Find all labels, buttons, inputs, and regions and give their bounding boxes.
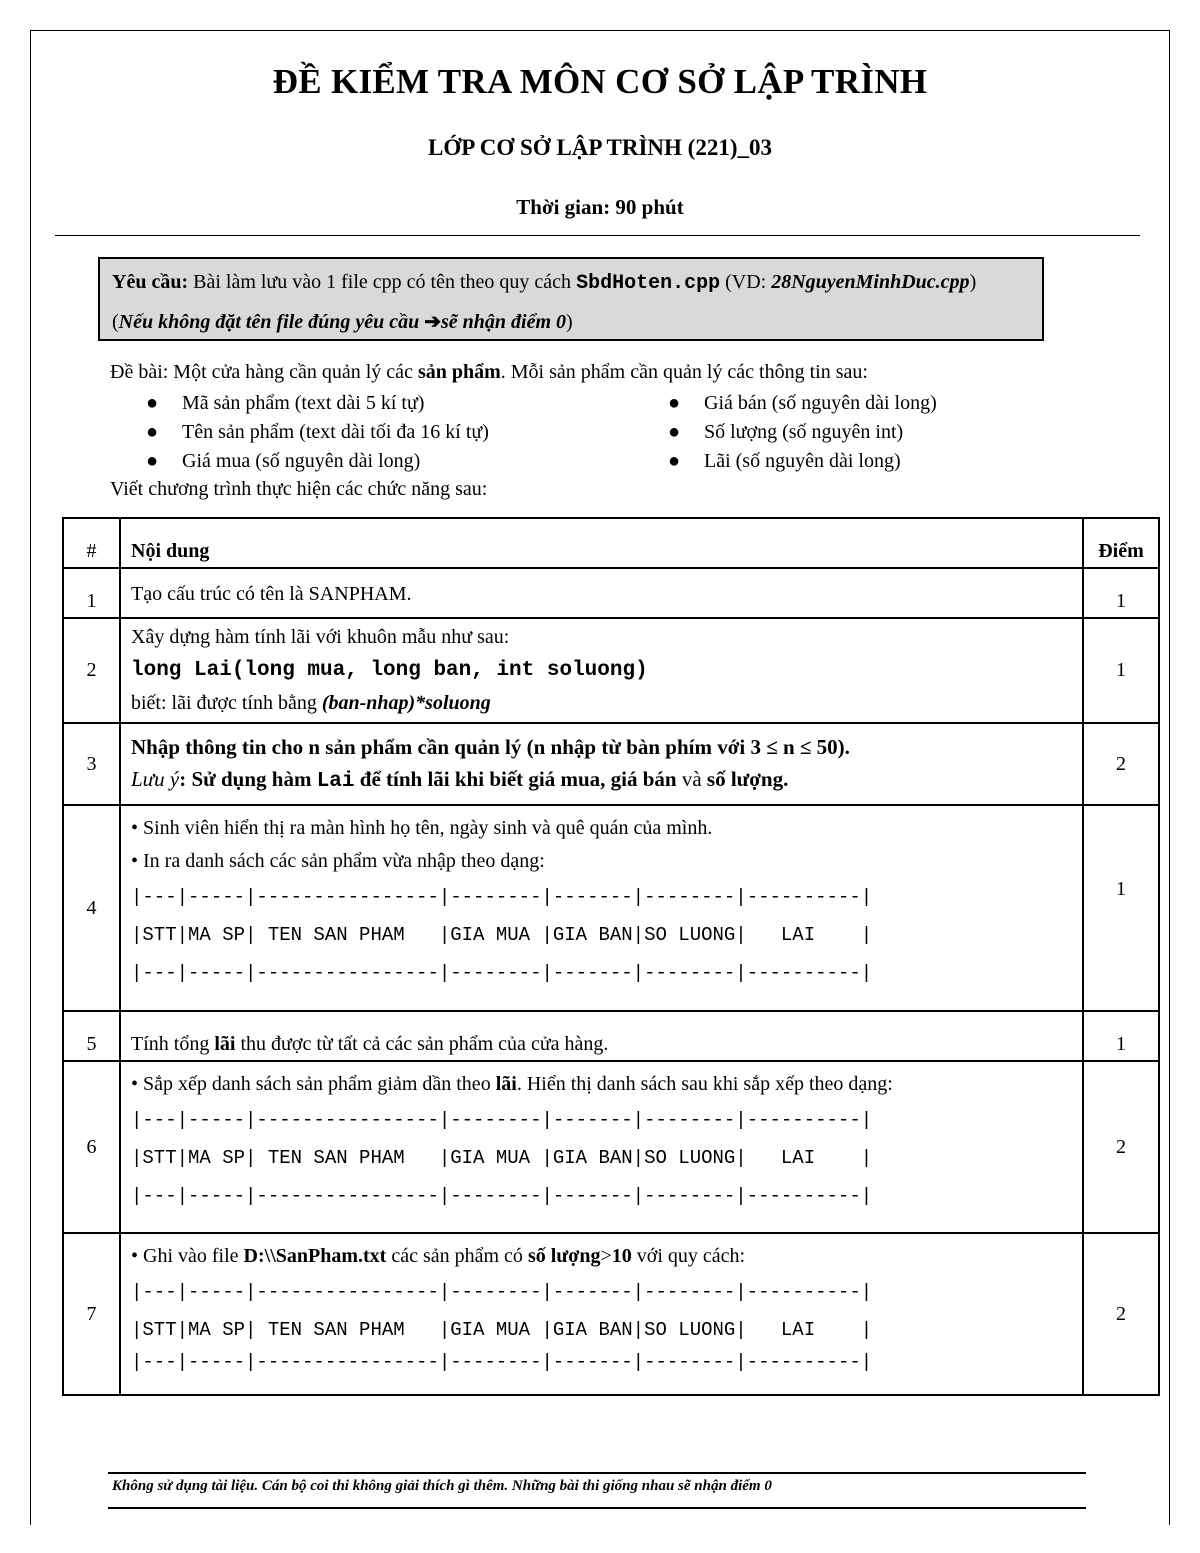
list-item: ● Giá bán (số nguyên dài long)	[668, 392, 937, 414]
exam-time: Thời gian: 90 phút	[516, 195, 684, 219]
format-separator: |---|-----|----------------|--------|-------|--------|----------|	[131, 1185, 873, 1207]
format-separator: |---|-----|----------------|--------|-------|--------|----------|	[131, 1351, 873, 1373]
table-row	[63, 1011, 1159, 1061]
list-item: ● Tên sản phẩm (text dài tối đa 16 kí tự)	[146, 421, 489, 443]
row-content: Tạo cấu trúc có tên là SANPHAM.	[120, 568, 1083, 618]
format-header: |STT|MA SP| TEN SAN PHAM |GIA MUA |GIA BAN|SO LUONG| LAI |	[131, 1147, 873, 1169]
list-item: ● Giá mua (số nguyên dài long)	[146, 450, 421, 472]
example-prefix: (VD:	[720, 271, 772, 293]
row-num: 6	[63, 1061, 120, 1233]
format-header: |STT|MA SP| TEN SAN PHAM |GIA MUA |GIA BAN|SO LUONG| LAI |	[131, 924, 873, 946]
header-points: Điểm	[1083, 518, 1159, 568]
requirement-text: Bài làm lưu vào 1 file cpp có tên theo quy cách	[188, 271, 577, 293]
header-num: #	[63, 518, 120, 568]
header-content: Nội dung	[120, 518, 1083, 568]
format-separator: |---|-----|----------------|--------|-------|--------|----------|	[131, 1281, 873, 1303]
row-num: 2	[63, 618, 120, 723]
row-num: 1	[63, 568, 120, 618]
row-points: 2	[1083, 1233, 1159, 1395]
requirement-label: Yêu cầu:	[112, 271, 189, 293]
row-content: • Sắp xếp danh sách sản phẩm giảm dần theo lãi. Hiển thị danh sách sau khi sắp xếp theo dạng: |---|-----|----------------|--------|-------|--------|----------| |STT|MA SP| TEN SAN PHAM |GIA MUA |GIA BAN|SO LUONG| LAI | |---|-----|----------------|--------|-------|--------|----------|	[120, 1061, 1083, 1233]
warning-text: Nếu không đặt tên file đúng yêu cầu	[118, 311, 425, 333]
row-points: 1	[1083, 1011, 1159, 1061]
task-table	[62, 517, 1160, 1396]
row-num: 3	[63, 723, 120, 805]
table-row	[63, 568, 1159, 618]
format-header: |STT|MA SP| TEN SAN PHAM |GIA MUA |GIA BAN|SO LUONG| LAI |	[131, 1319, 873, 1341]
list-item: ● Mã sản phẩm (text dài 5 kí tự)	[146, 392, 425, 414]
row-num: 4	[63, 805, 120, 1011]
footer-note: Không sử dụng tài liệu. Cán bộ coi thi không giải thích gì thêm. Những bài thi giống nhau sẽ nhận điểm 0	[112, 1478, 772, 1494]
list-item: ● Số lượng (số nguyên int)	[668, 421, 904, 443]
footer-divider-top	[108, 1472, 1086, 1474]
requirement-line-2	[112, 303, 1030, 341]
arrow-icon: ➔	[424, 311, 442, 333]
example-filename: 28NguyenMinhDuc.cpp	[771, 271, 970, 293]
format-separator: |---|-----|----------------|--------|-------|--------|----------|	[131, 962, 873, 984]
page-title: ĐỀ KIỂM TRA MÔN CƠ SỞ LẬP TRÌNH	[272, 62, 928, 101]
row-points: 2	[1083, 723, 1159, 805]
warning-end: sẽ nhận điểm 0	[441, 311, 567, 333]
table-row	[63, 805, 1159, 1011]
row-content: Nhập thông tin cho n sản phẩm cần quản lý (n nhập từ bàn phím với 3 ≤ n ≤ 50). Lưu ý: Sử dụng hàm Lai để tính lãi khi biết giá mua, giá bán và số lượng.	[120, 723, 1083, 805]
divider	[55, 235, 1140, 236]
task-intro: Viết chương trình thực hiện các chức năng sau:	[110, 478, 488, 500]
row-content: • Ghi vào file D:\\SanPham.txt các sản phẩm có số lượng>10 với quy cách: |---|-----|----------------|--------|-------|--------|----------| |STT|MA SP| TEN SAN PHAM |GIA MUA |GIA BAN|SO LUONG| LAI | |---|-----|----------------|--------|-------|--------|----------|	[120, 1233, 1083, 1395]
row-content: Tính tổng lãi thu được từ tất cả các sản phẩm của cửa hàng.	[120, 1011, 1083, 1061]
row-points: 1	[1083, 805, 1159, 1011]
row-content: • Sinh viên hiển thị ra màn hình họ tên, ngày sinh và quê quán của mình. • In ra danh sách các sản phẩm vừa nhập theo dạng: |---|-----|----------------|--------|-------|--------|----------| |STT|MA SP| TEN SAN PHAM |GIA MUA |GIA BAN|SO LUONG| LAI | |---|-----|----------------|--------|-------|--------|----------|	[120, 805, 1083, 1011]
warning-close: )	[566, 311, 573, 333]
table-row	[63, 618, 1159, 723]
row-num: 7	[63, 1233, 120, 1395]
class-name: LỚP CƠ SỞ LẬP TRÌNH (221)_03	[428, 135, 772, 160]
intro-prefix: Đề bài: Một cửa hàng cần quản lý các	[110, 361, 418, 383]
row-points: 1	[1083, 568, 1159, 618]
intro-suffix: . Mỗi sản phẩm cần quản lý các thông tin sau:	[500, 361, 868, 383]
table-row	[63, 1061, 1159, 1233]
requirement-line-1	[112, 263, 1030, 303]
format-separator: |---|-----|----------------|--------|-------|--------|----------|	[131, 886, 873, 908]
field-list-right	[668, 389, 937, 476]
row-num: 5	[63, 1011, 120, 1061]
footer-divider-bottom	[108, 1507, 1086, 1509]
function-prototype: long Lai(long mua, long ban, int soluong)	[131, 659, 648, 682]
list-item: ● Lãi (số nguyên dài long)	[668, 450, 901, 472]
table-header-row	[63, 518, 1159, 568]
format-separator: |---|-----|----------------|--------|-------|--------|----------|	[131, 1109, 873, 1131]
table-row	[63, 723, 1159, 805]
intro-text	[110, 358, 868, 387]
warning-open: (	[112, 311, 119, 333]
row-points: 2	[1083, 1061, 1159, 1233]
file-format: SbdHoten.cpp	[576, 272, 721, 295]
intro-bold: sản phẩm	[417, 361, 501, 383]
example-suffix: )	[969, 271, 977, 293]
requirement-box	[98, 257, 1044, 341]
row-content: Xây dựng hàm tính lãi với khuôn mẫu như sau: long Lai(long mua, long ban, int soluong) biết: lãi được tính bằng (ban-nhap)*soluong	[120, 618, 1083, 723]
field-list-left	[146, 389, 489, 476]
row-points: 1	[1083, 618, 1159, 723]
table-row	[63, 1233, 1159, 1395]
